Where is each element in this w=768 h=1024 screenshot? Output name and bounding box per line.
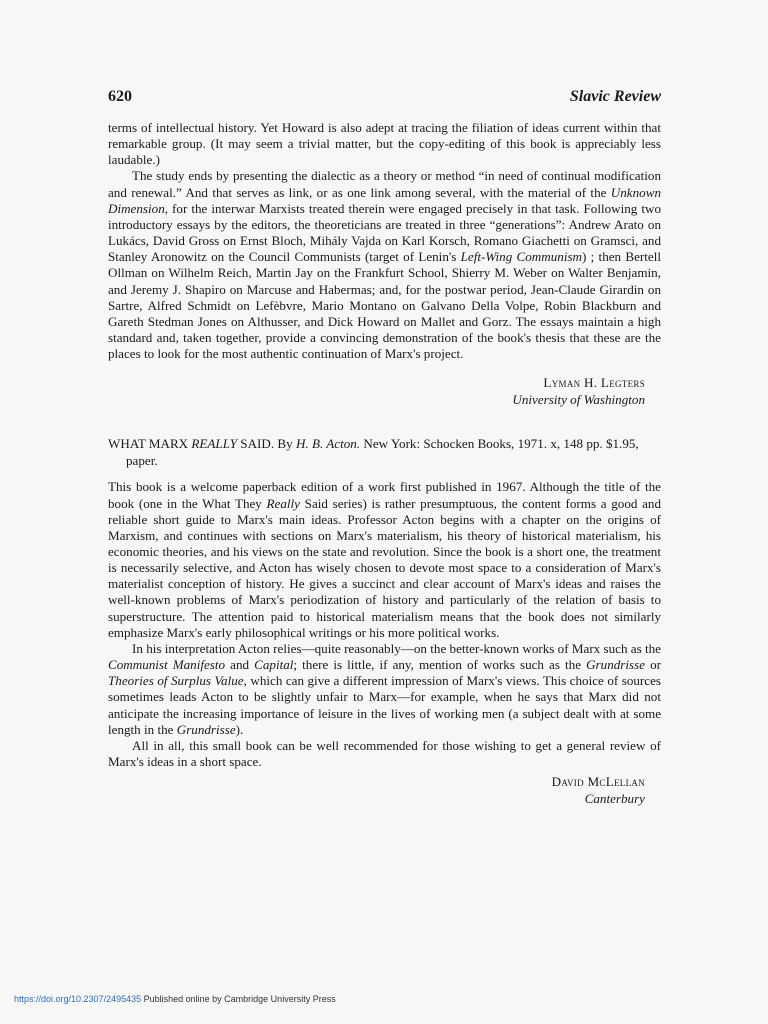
reviewer-name: Lyman H. Legters — [543, 375, 645, 391]
page-header — [108, 88, 661, 120]
book-title-italic: Capital — [254, 657, 294, 673]
paragraph-text: This book is a welcome paperback edition of a work first published in 1967. Although the title of the book (one in the What They — [108, 479, 661, 511]
book-title-italic: Grundrisse — [176, 721, 236, 737]
book-title-italic: Unknown Dimension, — [108, 184, 661, 216]
doi-link[interactable]: https://doi.org/10.2307/2495435 — [14, 994, 142, 1004]
doi-footer — [14, 994, 336, 1004]
author-name: H. B. Acton. — [295, 436, 361, 452]
review-heading — [108, 436, 661, 469]
heading-italic: REALLY — [191, 436, 238, 452]
review-body — [108, 479, 661, 770]
paragraph-text: ). — [235, 721, 244, 737]
journal-title: Slavic Review — [569, 88, 661, 105]
review-continued — [108, 120, 661, 362]
book-title-italic: Theories of Surplus Value, — [108, 673, 247, 689]
page-number: 620 — [108, 88, 132, 105]
paragraph — [108, 738, 661, 770]
heading-text: WHAT MARX — [108, 436, 192, 452]
book-title-italic: Grundrisse — [586, 657, 646, 673]
heading-text: SAID. By — [237, 436, 296, 452]
italic-text: Really — [266, 495, 300, 511]
paragraph-text: All in all, this small book can be well recommended for those wishing to get a general review of Marx's ideas in a short space. — [108, 737, 661, 769]
book-title-italic: Left-Wing Communism — [460, 249, 583, 265]
paragraph-text: and — [225, 657, 255, 673]
reviewer-signature — [108, 374, 645, 408]
paragraph — [108, 120, 661, 168]
paragraph-text: terms of intellectual history. Yet Howard is also adept at tracing the filiation of ideas current within that remarkable group. (It may seem a trivial matter, but the copy-editing of this book is appreciably less laudable.) — [108, 120, 661, 168]
paragraph — [108, 479, 661, 641]
reviewer-name: David McLellan — [551, 774, 645, 790]
book-title-italic: Communist Manifesto — [108, 657, 226, 673]
paragraph-text: The study ends by presenting the dialectic as a theory or method “in need of continual modification and renewal.” And that serves as link, or as one link among several, with the material of the — [108, 168, 661, 200]
paragraph — [108, 168, 661, 362]
paragraph-text: ) ; then Bertell Ollman on Wilhelm Reich, Martin Jay on the Frankfurt School, Shierry M. Weber on Walter Benjamin, and Jeremy J. Shapiro on Marcuse and Habermas; and, for the postwar period, Jean-Claude Girardin on Sartre, Alfred Schmidt on Lefèbvre, Mario Montano on Galvano Della Volpe, Robin Blackburn and Gareth Stedman Jones on Althusser, and Dick Howard on Mallet and Gorz. The essays maintain a high standard and, taken together, provide a convincing demonstration of the book's thesis that these are the places to look for the most authentic continuation of Marx's project. — [108, 249, 662, 362]
paragraph-text: ; there is little, if any, mention of works such as the — [293, 657, 587, 673]
reviewer-affiliation: University of Washington — [512, 392, 645, 408]
paragraph-text: In his interpretation Acton relies—quite reasonably—on the better-known works of Marx such as the — [132, 640, 661, 656]
paragraph-text: Said series) is rather presumptuous, the content forms a good and reliable short guide to Marx's main ideas. Professor Acton begins with a chapter on the origins of Marxism, and continues with sections on Marx's materialism, his theory of historical materialism, his economic theories, and his views on the state and revolution. Since the book is a short one, the treatment is necessarily selective, and Acton has wisely chosen to devote most space to a consideration of Marx's materialist conception of history. He gives a succinct and clear account of Marx's ideas and raises the well-known problems of Marx's periodization of history and particularly of the relation of basis to superstructure. The attention paid to historical materialism means that the book does not similarly emphasize Marx's early philosophical writings or his more political works. — [108, 495, 661, 640]
journal-page — [108, 88, 661, 807]
reviewer-affiliation: Canterbury — [584, 791, 645, 807]
paragraph-text: for the interwar Marxists treated therein were engaged precisely in that task. Following two introductory essays by the editors, the theoreticians are treated in three “generations”: Andrew Arato on Lukács, David Gross on Ernst Bloch, Mihály Vajda on Karl Korsch, Romano Giachetti on Gramsci, and Stanley Aronowitz on the Council Communists (target of Lenin's — [108, 200, 661, 265]
paragraph-text: or — [645, 657, 662, 673]
paragraph — [108, 641, 661, 738]
paragraph-text: which can give a different impression of Marx's views. This choice of sources sometimes leads Acton to be slightly unfair to Marx—for example, when he says that Marx did not anticipate the increasing importance of leisure in the lives of working men (a subject dealt with at some length in the — [108, 673, 662, 737]
reviewer-signature — [108, 773, 645, 807]
published-note: Published online by Cambridge University Press — [141, 994, 336, 1004]
heading-text: New York: Schocken Books, 1971. x, 148 pp. $1.95, paper. — [126, 436, 639, 468]
